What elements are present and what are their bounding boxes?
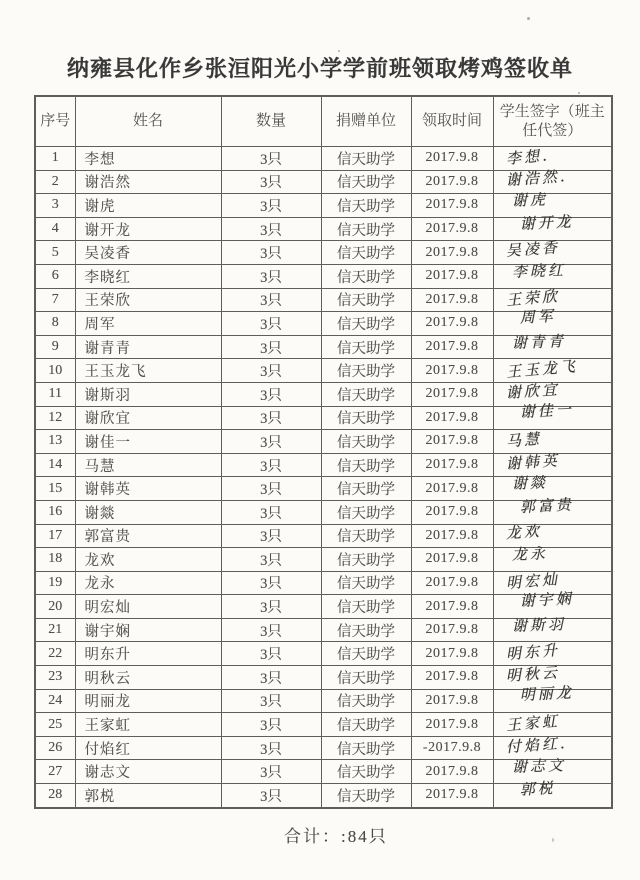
row-number-cell: 16	[35, 500, 75, 524]
table-row	[35, 713, 612, 737]
header-no: 序号	[35, 96, 75, 147]
name-cell: 明秋云	[75, 666, 221, 690]
row-number-cell: 18	[35, 548, 75, 572]
row-number-cell: 12	[35, 406, 75, 430]
handwritten-signature: 李想.	[504, 145, 550, 168]
row-number-cell: 8	[35, 312, 75, 336]
table-row	[35, 689, 612, 713]
row-number-cell: 10	[35, 359, 75, 383]
name-cell: 谢佳一	[75, 430, 221, 454]
donor-cell: 信天助学	[321, 524, 411, 548]
document-title: 纳雍县化作乡张洹阳光小学学前班领取烤鸡签收单	[66, 56, 573, 81]
quantity-cell: 3只	[221, 170, 321, 194]
donor-cell: 信天助学	[321, 595, 411, 619]
handwritten-signature: 王荣欣	[504, 287, 561, 310]
donor-cell: 信天助学	[321, 335, 411, 359]
name-cell: 谢韩英	[75, 477, 221, 501]
row-number-cell: 21	[35, 618, 75, 642]
row-number-cell: 19	[35, 571, 75, 595]
donor-cell: 信天助学	[321, 689, 411, 713]
date-cell: 2017.9.8	[411, 666, 493, 690]
handwritten-signature: 马慧	[504, 429, 543, 451]
date-cell: 2017.9.8	[411, 194, 493, 218]
quantity-cell: 3只	[221, 548, 321, 572]
row-number-cell: 4	[35, 217, 75, 241]
table-row	[35, 548, 612, 572]
name-cell: 周军	[75, 312, 221, 336]
donor-cell: 信天助学	[321, 500, 411, 524]
header-donor: 捐赠单位	[321, 96, 411, 147]
handwritten-signature: 谢燚	[511, 473, 548, 493]
quantity-cell: 3只	[221, 784, 321, 808]
handwritten-signature: 王玉龙飞	[504, 357, 579, 382]
row-number-cell: 11	[35, 382, 75, 406]
handwritten-signature: 龙永	[511, 544, 548, 564]
donor-cell: 信天助学	[321, 784, 411, 808]
name-cell: 龙欢	[75, 548, 221, 572]
date-cell: 2017.9.8	[411, 312, 493, 336]
row-number-cell: 6	[35, 264, 75, 288]
donor-cell: 信天助学	[321, 217, 411, 241]
row-number-cell: 25	[35, 713, 75, 737]
donor-cell: 信天助学	[321, 713, 411, 737]
table-row	[35, 217, 612, 241]
handwritten-signature: 谢虎	[511, 190, 548, 210]
scan-speck	[578, 92, 580, 94]
handwritten-signature: 明丽龙	[518, 683, 574, 705]
quantity-cell: 3只	[221, 453, 321, 477]
date-cell: 2017.9.8	[411, 548, 493, 572]
row-number-cell: 17	[35, 524, 75, 548]
header-name: 姓名	[75, 96, 221, 147]
name-cell: 郭富贵	[75, 524, 221, 548]
name-cell: 明丽龙	[75, 689, 221, 713]
handwritten-signature: 龙欢	[504, 522, 542, 543]
signature-cell	[493, 400, 612, 430]
scan-speck	[527, 17, 530, 20]
table-row	[35, 430, 612, 454]
date-cell: 2017.9.8	[411, 500, 493, 524]
donor-cell: 信天助学	[321, 618, 411, 642]
table-row	[35, 359, 612, 383]
quantity-cell: 3只	[221, 147, 321, 171]
quantity-cell: 3只	[221, 217, 321, 241]
handwritten-signature: 吴凌香	[504, 238, 560, 261]
name-cell: 谢开龙	[75, 217, 221, 241]
donor-cell: 信天助学	[321, 666, 411, 690]
quantity-cell: 3只	[221, 571, 321, 595]
name-cell: 谢宇娴	[75, 618, 221, 642]
row-number-cell: 22	[35, 642, 75, 666]
date-cell: 2017.9.8	[411, 288, 493, 312]
quantity-cell: 3只	[221, 500, 321, 524]
donor-cell: 信天助学	[321, 477, 411, 501]
receipt-table	[34, 95, 613, 809]
date-cell: 2017.9.8	[411, 571, 493, 595]
name-cell: 谢斯羽	[75, 382, 221, 406]
name-cell: 龙永	[75, 571, 221, 595]
table-row	[35, 147, 612, 171]
date-cell: 2017.9.8	[411, 760, 493, 784]
donor-cell: 信天助学	[321, 312, 411, 336]
date-cell: 2017.9.8	[411, 453, 493, 477]
quantity-cell: 3只	[221, 618, 321, 642]
table-row	[35, 406, 612, 430]
total-label: 合计：	[284, 827, 341, 846]
quantity-cell: 3只	[221, 430, 321, 454]
name-cell: 谢虎	[75, 194, 221, 218]
date-cell: 2017.9.8	[411, 689, 493, 713]
donor-cell: 信天助学	[321, 264, 411, 288]
row-number-cell: 23	[35, 666, 75, 690]
date-cell: 2017.9.8	[411, 595, 493, 619]
donor-cell: 信天助学	[321, 571, 411, 595]
row-number-cell: 2	[35, 170, 75, 194]
name-cell: 谢浩然	[75, 170, 221, 194]
scan-speck	[552, 838, 554, 842]
header-date: 领取时间	[411, 96, 493, 147]
name-cell: 马慧	[75, 453, 221, 477]
date-cell: 2017.9.8	[411, 406, 493, 430]
quantity-cell: 3只	[221, 288, 321, 312]
donor-cell: 信天助学	[321, 359, 411, 383]
receipt-table-body	[35, 147, 612, 808]
donor-cell: 信天助学	[321, 642, 411, 666]
donor-cell: 信天助学	[321, 406, 411, 430]
date-cell: 2017.9.8	[411, 264, 493, 288]
row-number-cell: 5	[35, 241, 75, 265]
row-number-cell: 20	[35, 595, 75, 619]
total-value: :84只	[341, 827, 388, 846]
header-row	[35, 96, 612, 147]
row-number-cell: 28	[35, 784, 75, 808]
donor-cell: 信天助学	[321, 288, 411, 312]
name-cell: 谢青青	[75, 335, 221, 359]
quantity-cell: 3只	[221, 666, 321, 690]
name-cell: 李晓红	[75, 264, 221, 288]
signature-cell	[493, 331, 612, 359]
name-cell: 王家虹	[75, 713, 221, 737]
handwritten-signature: 谢开龙	[518, 211, 574, 233]
handwritten-signature: 谢韩英	[504, 450, 560, 473]
date-cell: 2017.9.8	[411, 241, 493, 265]
quantity-cell: 3只	[221, 713, 321, 737]
donor-cell: 信天助学	[321, 760, 411, 784]
table-row	[35, 642, 612, 666]
quantity-cell: 3只	[221, 194, 321, 218]
table-row	[35, 264, 612, 288]
quantity-cell: 3只	[221, 524, 321, 548]
quantity-cell: 3只	[221, 760, 321, 784]
handwritten-signature: 李晓红	[511, 260, 566, 281]
date-cell: 2017.9.8	[411, 335, 493, 359]
date-cell: 2017.9.8	[411, 359, 493, 383]
quantity-cell: 3只	[221, 689, 321, 713]
quantity-cell: 3只	[221, 642, 321, 666]
row-number-cell: 14	[35, 453, 75, 477]
date-cell: 2017.9.8	[411, 784, 493, 808]
handwritten-signature: 明秋云	[504, 663, 560, 685]
row-number-cell: 27	[35, 760, 75, 784]
date-cell: 2017.9.8	[411, 217, 493, 241]
name-cell: 郭棁	[75, 784, 221, 808]
date-cell: 2017.9.8	[411, 642, 493, 666]
quantity-cell: 3只	[221, 736, 321, 760]
handwritten-signature: 郭棁	[518, 778, 556, 799]
row-number-cell: 24	[35, 689, 75, 713]
donor-cell: 信天助学	[321, 453, 411, 477]
donor-cell: 信天助学	[321, 170, 411, 194]
row-number-cell: 9	[35, 335, 75, 359]
quantity-cell: 3只	[221, 264, 321, 288]
date-cell: 2017.9.8	[411, 618, 493, 642]
date-cell: 2017.9.8	[411, 713, 493, 737]
name-cell: 明宏灿	[75, 595, 221, 619]
name-cell: 李想	[75, 147, 221, 171]
total-line	[284, 822, 388, 847]
donor-cell: 信天助学	[321, 430, 411, 454]
donor-cell: 信天助学	[321, 147, 411, 171]
row-number-cell: 26	[35, 736, 75, 760]
handwritten-signature: 谢斯羽	[511, 614, 566, 635]
name-cell: 王玉龙飞	[75, 359, 221, 383]
donor-cell: 信天助学	[321, 241, 411, 265]
donor-cell: 信天助学	[321, 194, 411, 218]
donor-cell: 信天助学	[321, 736, 411, 760]
handwritten-signature: 明宏灿	[504, 570, 561, 593]
handwritten-signature: 周军	[518, 306, 556, 327]
quantity-cell: 3只	[221, 312, 321, 336]
row-number-cell: 3	[35, 194, 75, 218]
name-cell: 付焰红	[75, 736, 221, 760]
table-row	[35, 335, 612, 359]
row-number-cell: 15	[35, 477, 75, 501]
quantity-cell: 3只	[221, 241, 321, 265]
table-row	[35, 618, 612, 642]
handwritten-signature: 谢志文	[511, 756, 566, 777]
handwritten-signature: 郭富贵	[518, 494, 574, 516]
handwritten-signature: 谢浩然.	[504, 167, 568, 190]
handwritten-signature: 付焰红.	[504, 733, 568, 756]
quantity-cell: 3只	[221, 359, 321, 383]
date-cell: 2017.9.8	[411, 170, 493, 194]
name-cell: 谢燚	[75, 500, 221, 524]
signature-cell	[493, 778, 612, 808]
date-cell: 2017.9.8	[411, 430, 493, 454]
name-cell: 谢志文	[75, 760, 221, 784]
name-cell: 谢欣宜	[75, 406, 221, 430]
table-row	[35, 784, 612, 808]
signature-cell	[493, 494, 612, 524]
donor-cell: 信天助学	[321, 382, 411, 406]
row-number-cell: 1	[35, 147, 75, 171]
name-cell: 吴凌香	[75, 241, 221, 265]
date-cell: -2017.9.8	[411, 736, 493, 760]
date-cell: 2017.9.8	[411, 382, 493, 406]
row-number-cell: 7	[35, 288, 75, 312]
quantity-cell: 3只	[221, 335, 321, 359]
handwritten-signature: 王家虹	[504, 711, 561, 735]
scan-speck	[338, 50, 340, 52]
donor-cell: 信天助学	[321, 548, 411, 572]
name-cell: 明东升	[75, 642, 221, 666]
quantity-cell: 3只	[221, 406, 321, 430]
date-cell: 2017.9.8	[411, 477, 493, 501]
date-cell: 2017.9.8	[411, 524, 493, 548]
name-cell: 王荣欣	[75, 288, 221, 312]
handwritten-signature: 谢欣宜	[504, 379, 560, 402]
quantity-cell: 3只	[221, 382, 321, 406]
handwritten-signature: 谢佳一	[518, 400, 574, 422]
quantity-cell: 3只	[221, 595, 321, 619]
quantity-cell: 3只	[221, 477, 321, 501]
header-signature: 学生签字（班主任代签）	[493, 96, 612, 147]
handwritten-signature: 明东升	[504, 640, 561, 664]
date-cell: 2017.9.8	[411, 147, 493, 171]
header-quantity: 数量	[221, 96, 321, 147]
handwritten-signature: 谢宇娴	[518, 589, 574, 611]
handwritten-signature: 谢青青	[511, 331, 566, 352]
row-number-cell: 13	[35, 430, 75, 454]
